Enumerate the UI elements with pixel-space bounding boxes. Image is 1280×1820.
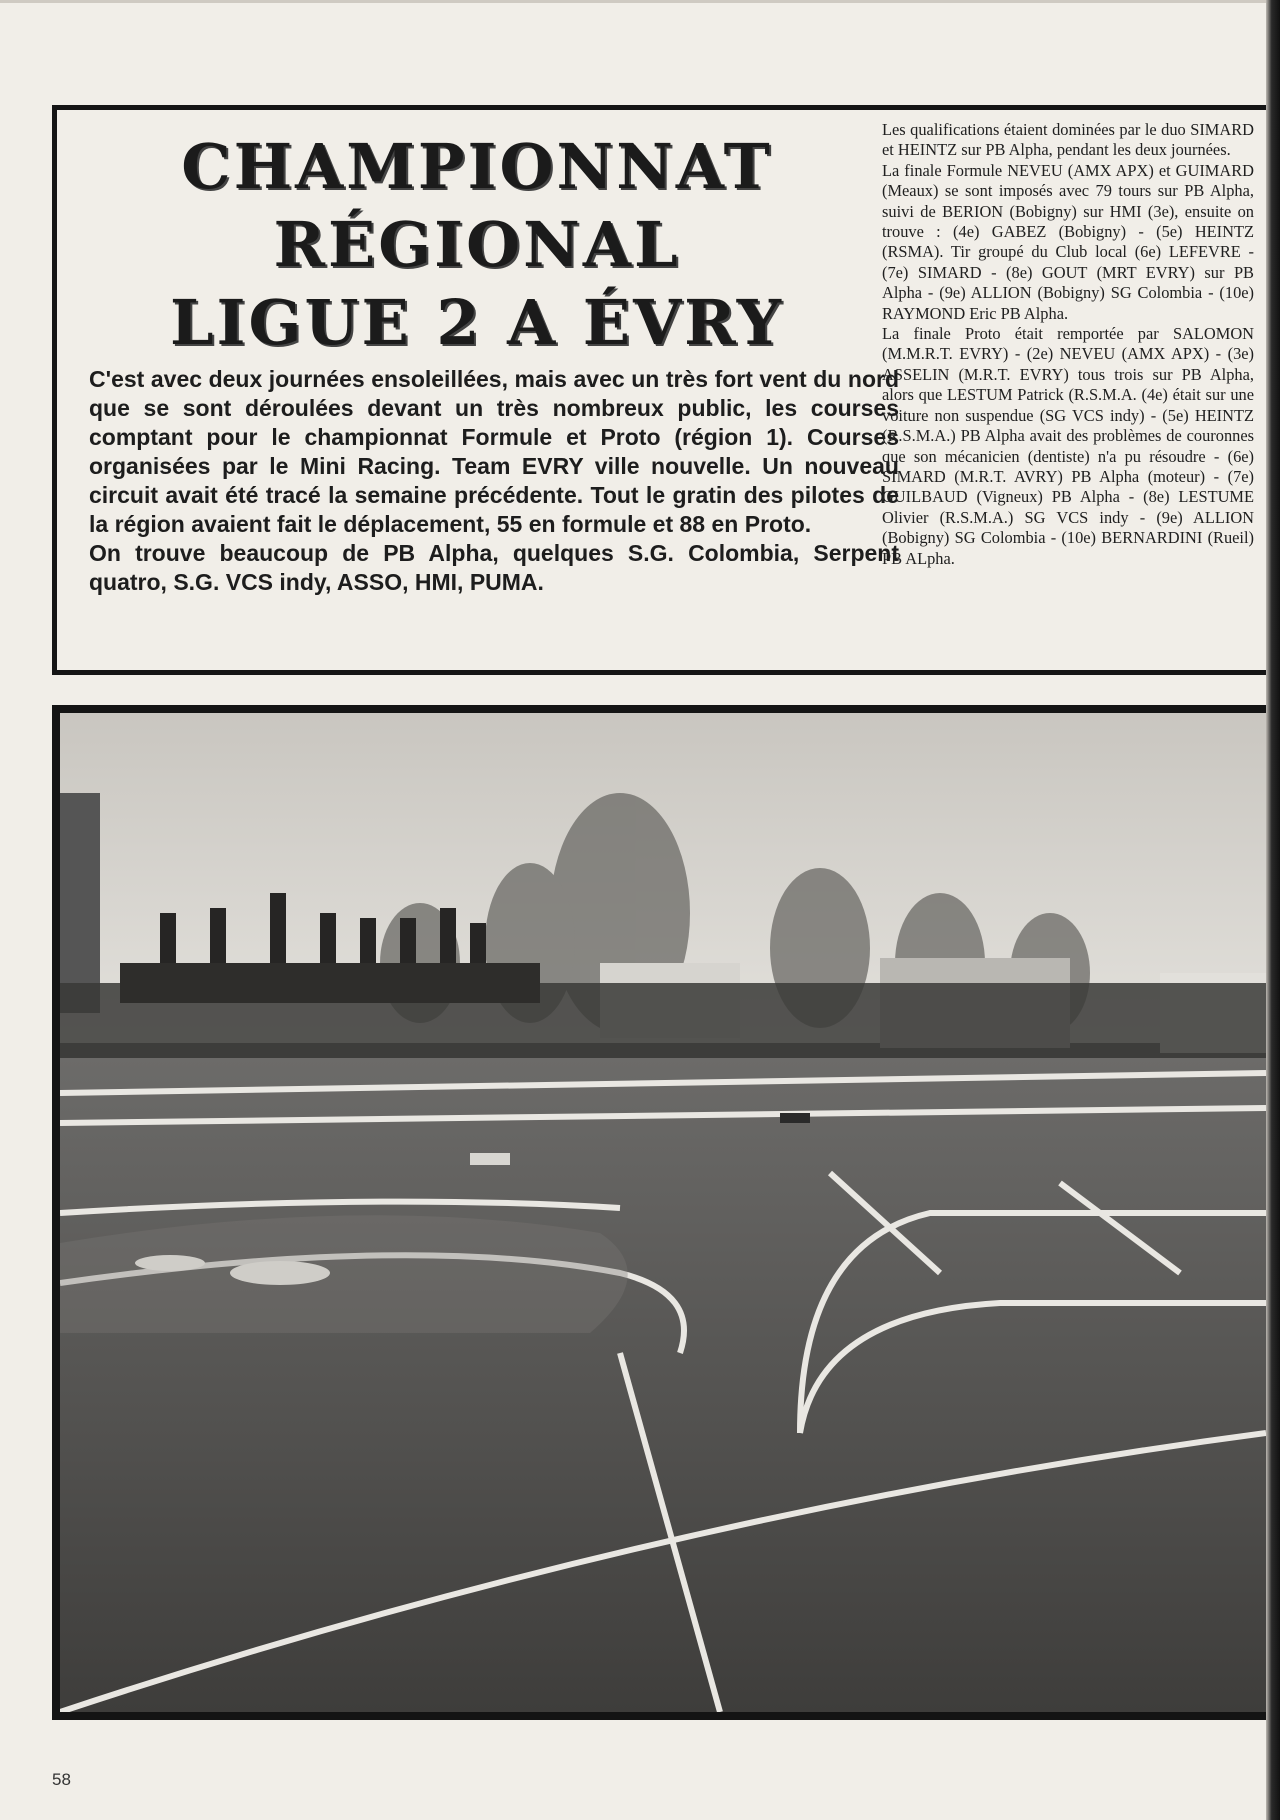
race-track-photo xyxy=(52,705,1266,1720)
intro-paragraph: C'est avec deux journées ensoleillées, mais avec un très fort vent du nord que se sont déroulées devant un très nombreux public, les courses comptant pour le championnat Formule et Proto (région 1). Courses organisées par le Mini Racing. Team EVRY ville nouvelle. Un nouveau circuit avait été tracé la semaine précédente. Tout le gratin des pilotes de la région avaient fait le déplacement, 55 en formule et 88 en Proto. xyxy=(89,366,899,537)
results-column xyxy=(882,120,1254,569)
results-paragraph: La finale Formule NEVEU (AMX APX) et GUIMARD (Meaux) se sont imposés avec 79 tours sur PB Alpha, suivi de BERION (Bobigny) sur HMI (3e), ensuite on trouve : (4e) GABEZ (Bobigny) - (5e) HEINTZ (RSMA). Tir groupé du Club local (6e) LEFEVRE - (7e) SIMARD - (8e) GOUT (MRT EVRY) sur PB Alpha - (9e) ALLION (Bobigny) SG Colombia - (10e) RAYMOND Eric PB Alpha. xyxy=(882,160,1254,323)
article-title xyxy=(57,128,897,362)
page-edge xyxy=(1266,0,1280,1820)
photo-image xyxy=(60,713,1266,1712)
title-line-3: LIGUE 2 A ÉVRY xyxy=(169,286,785,359)
results-paragraph: Les qualifications étaient dominées par le duo SIMARD et HEINTZ sur PB Alpha, pendant les deux journées. xyxy=(882,120,1254,160)
results-paragraph: La finale Proto était remportée par SALOMON (M.M.R.T. EVRY) - (2e) NEVEU (AMX APX) - (3e) ASSELIN (M.R.T. EVRY) tous trois sur PB Alpha, alors que LESTUM Patrick (R.S.M.A. (4e) était sur une voiture non suspendue (SG VCS indy) - (5e) HEINTZ (R.S.M.A.) PB Alpha avait des problèmes de couronnes que son mécanicien (dentiste) n'a pu résoudre - (6e) SIMARD (M.R.T. AVRY) PB Alpha (moteur) - (7e) GUILBAUD (Vigneux) PB Alpha - (8e) LESTUME Olivier (R.S.M.A.) SG VCS indy - (9e) ALLION (Bobigny) SG Colombia - (10e) BERNARDINI (Rueil) PB ALpha. xyxy=(882,324,1254,568)
title-line-2: RÉGIONAL xyxy=(273,208,681,281)
top-rule xyxy=(0,0,1266,3)
article-intro xyxy=(89,365,899,597)
title-line-1: CHAMPIONNAT xyxy=(181,130,773,203)
page-number: 58 xyxy=(52,1770,71,1789)
intro-paragraph: On trouve beaucoup de PB Alpha, quelques S.G. Colombia, Serpent quatro, S.G. VCS indy, ASSO, HMI, PUMA. xyxy=(89,540,899,595)
